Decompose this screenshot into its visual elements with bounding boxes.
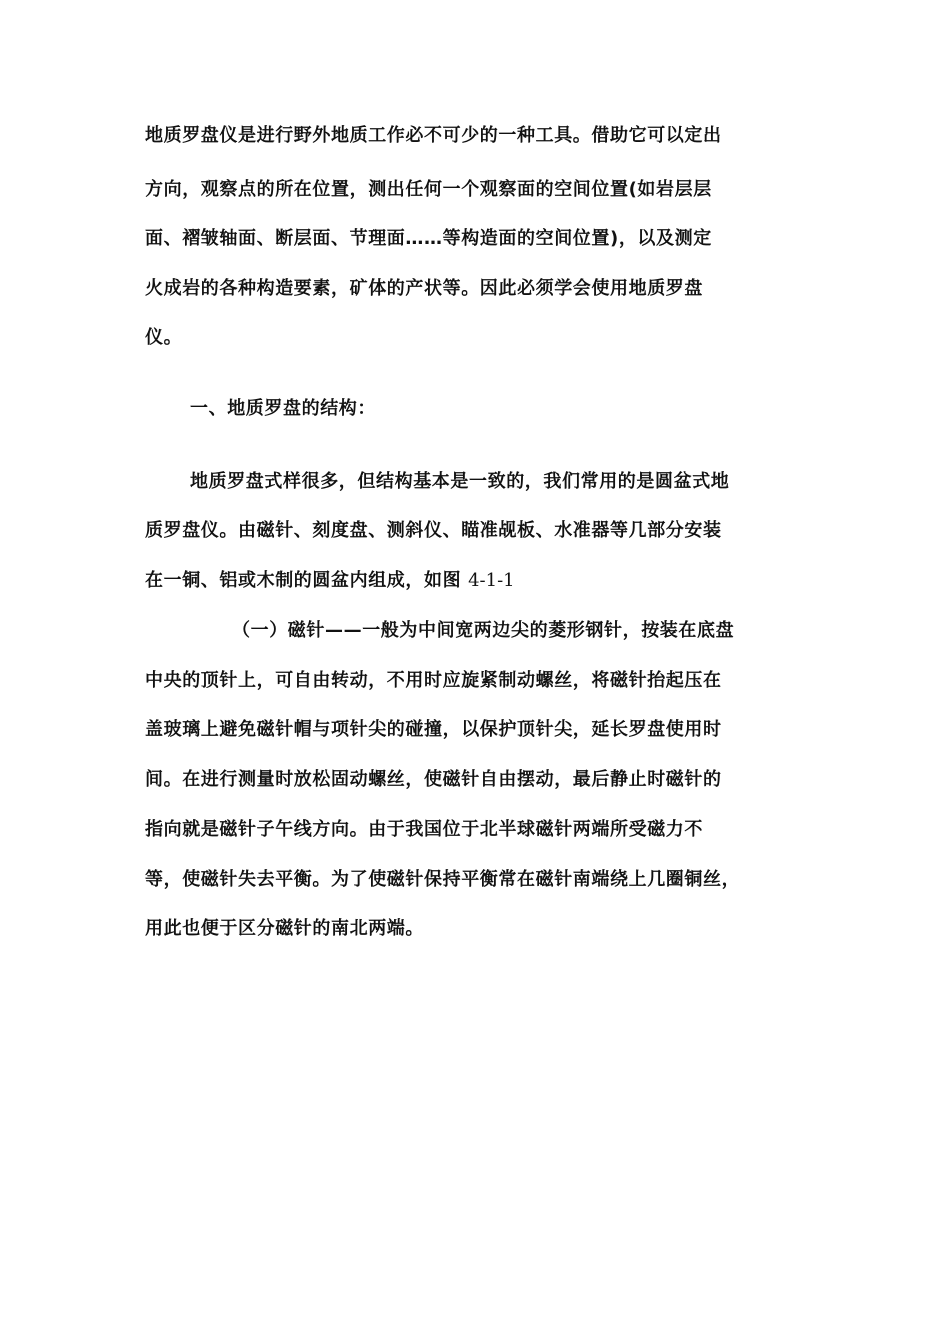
needle-line-1: （一）磁针——一般为中间宽两边尖的菱形钢针，按装在底盘	[232, 620, 735, 641]
intro-line-5: 仪。	[145, 327, 183, 348]
needle-line-5: 指向就是磁针子午线方向。由于我国位于北半球磁针两端所受磁力不	[145, 819, 703, 840]
intro-line-3: 面、褶皱轴面、断层面、节理面……等构造面的空间位置)，以及测定	[145, 228, 712, 249]
structure-line-3	[145, 569, 515, 593]
needle-line-6: 等，使磁针失去平衡。为了使磁针保持平衡常在磁针南端绕上几圈铜丝，	[145, 869, 741, 890]
needle-line-7: 用此也便于区分磁针的南北两端。	[145, 918, 424, 939]
needle-line-2: 中央的顶针上，可自由转动，不用时应旋紧制动螺丝，将磁针抬起压在	[145, 670, 722, 691]
figure-reference: 4-1-1	[468, 570, 515, 591]
intro-line-4: 火成岩的各种构造要素，矿体的产状等。因此必须学会使用地质罗盘	[145, 278, 703, 299]
needle-line-3: 盖玻璃上避免磁针帽与项针尖的碰撞，以保护顶针尖，延长罗盘使用时	[145, 719, 722, 740]
needle-line-4: 间。在进行测量时放松固动螺丝，使磁针自由摆动，最后静止时磁针的	[145, 769, 722, 790]
structure-line-3-text: 在一铜、铝或木制的圆盆内组成，如图	[145, 570, 469, 591]
structure-line-1: 地质罗盘式样很多，但结构基本是一致的，我们常用的是圆盆式地	[190, 471, 730, 492]
intro-line-2: 方向，观察点的所在位置，测出任何一个观察面的空间位置(如岩层层	[145, 179, 712, 200]
section-heading: 一、地质罗盘的结构：	[190, 398, 376, 419]
structure-line-2: 质罗盘仪。由磁针、刻度盘、测斜仪、瞄准觇板、水准器等几部分安装	[145, 520, 722, 541]
intro-line-1: 地质罗盘仪是进行野外地质工作必不可少的一种工具。借助它可以定出	[145, 125, 722, 146]
